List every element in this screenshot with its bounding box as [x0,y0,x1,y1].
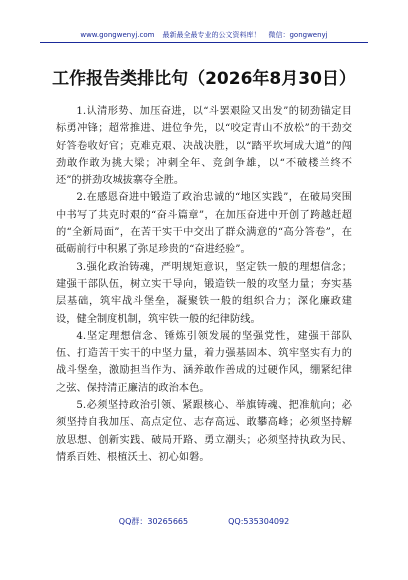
paragraph-3: 3.强化政治铸魂，严明规矩意识，坚定铁一般的理想信念；建强干部队伍，树立实干导向，锻造铁一般的攻坚力量；夯实基层基础，筑牢战斗堡垒，凝聚铁一般的组织合力；深化廉政建设，健全制度机制，筑牢铁一般的纪律防线。 [56,261,352,325]
page-footer [0,516,408,527]
paragraph-1: 1.认清形势、加压奋进，以“斗罢艰险又出发”的韧劲锚定目标勇冲锋；超常推进、进位争先，以“咬定青山不放松”的干劲交好答卷收好官；克难克艰、决战决胜，以“踏平坎坷成大道”的闯劲敢作敢为挑大梁；冲刺全年、竞剑争雄，以“不破楼兰终不还”的拼劲攻城拔寨夺全胜。 [56,106,352,187]
qq-group: QQ群：30265665 [118,517,189,526]
page-header [0,30,408,40]
document-body [56,103,352,466]
qq-number: QQ:535304092 [228,517,290,526]
paragraph-4: 4.坚定理想信念、锤炼引领发展的坚强党性，建强干部队伍、打造苦干实干的中坚力量，着力强基固本、筑牢坚实有力的战斗堡垒，激励担当作为、涵养敢作善成的过硬作风，绷紧纪律之弦、保持清正廉洁的政治本色。 [56,330,352,394]
site-slogan: 最新最全最专业的公文资料库！ [162,31,261,39]
paragraph-2: 2.在感恩奋进中锻造了政治忠诚的“地区实践”，在破局突围中书写了共克时艰的“奋斗篇章”，在加压奋进中开创了跨越赶超的“全新局面”，在苦干实干中交出了群众满意的“高分答卷”，在砥砺前行中积累了弥足珍贵的“奋进经验”。 [56,192,352,256]
header-divider [40,42,368,43]
site-url[interactable]: www.gongwenyj.com [80,31,155,39]
wechat-id: 微信：gongwenyj [268,31,328,39]
document-title: 工作报告类排比句（2026年8月30日） [52,69,356,89]
paragraph-5: 5.必须坚持政治引领、紧跟核心、举旗铸魂、把准航向；必须坚持自我加压、高点定位、志存高远、敢攀高峰；必须坚持解放思想、创新实践、破局开路、勇立潮头；必须坚持执政为民、情系百姓、根植沃土、初心如磐。 [56,400,352,463]
